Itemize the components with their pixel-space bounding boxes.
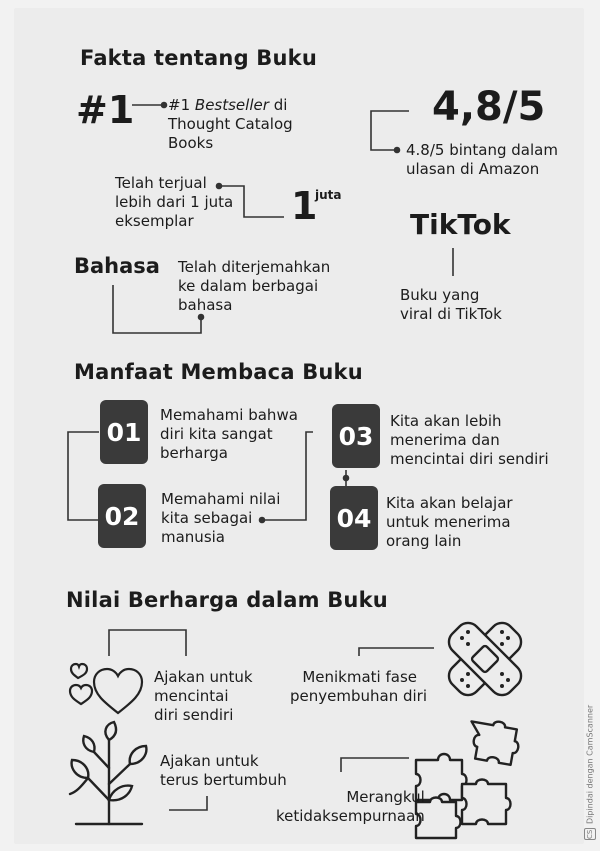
rank-description bbox=[168, 96, 293, 153]
language-desc-line3: bahasa bbox=[178, 296, 233, 314]
value-embrace-line1: Merangkul bbox=[346, 788, 425, 806]
value-love-line1: Ajakan untuk bbox=[154, 668, 253, 686]
benefit-text-02 bbox=[161, 490, 280, 547]
benefit-number-04: 04 bbox=[330, 486, 378, 550]
benefit-01-line3: berharga bbox=[160, 444, 228, 462]
benefit-04-line1: Kita akan belajar bbox=[386, 494, 513, 512]
tiktok-desc-line2: viral di TikTok bbox=[400, 305, 502, 323]
sold-desc-line1: Telah terjual bbox=[115, 174, 207, 192]
value-embrace-line2: ketidaksempurnaan bbox=[276, 807, 425, 825]
camscanner-watermark bbox=[582, 600, 598, 840]
puzzle-icon bbox=[410, 720, 530, 840]
infographic-page bbox=[14, 8, 584, 844]
plant-icon bbox=[66, 720, 152, 830]
tiktok-desc-line1: Buku yang bbox=[400, 286, 480, 304]
camscanner-label: Dipindai dengan CamScanner bbox=[585, 704, 595, 824]
value-love-line3: diri sendiri bbox=[154, 706, 234, 724]
language-label: Bahasa bbox=[74, 254, 160, 278]
rating-description bbox=[406, 141, 558, 179]
rank-number: #1 bbox=[76, 88, 135, 132]
rank-desc-di: di bbox=[273, 96, 288, 114]
values-title: Nilai Berharga dalam Buku bbox=[66, 588, 388, 612]
heart-icon bbox=[64, 658, 148, 718]
camscanner-logo-icon: CS bbox=[586, 829, 594, 839]
benefit-number-02: 02 bbox=[98, 484, 146, 548]
benefit-02-line2: kita sebagai bbox=[161, 509, 253, 527]
value-heal-line2: penyembuhan diri bbox=[290, 687, 427, 705]
facts-title: Fakta tentang Buku bbox=[80, 46, 317, 70]
benefit-text-01 bbox=[160, 406, 298, 463]
benefit-number-01: 01 bbox=[100, 400, 148, 464]
benefit-03-line1: Kita akan lebih bbox=[390, 412, 502, 430]
benefit-text-04 bbox=[386, 494, 513, 551]
value-love-line2: mencintai bbox=[154, 687, 229, 705]
rank-desc-line2: Thought Catalog bbox=[168, 115, 293, 133]
rank-desc-bestseller: Bestseller bbox=[194, 96, 269, 114]
benefit-03-line2: menerima dan bbox=[390, 431, 500, 449]
language-desc-line1: Telah diterjemahkan bbox=[178, 258, 331, 276]
value-love-text bbox=[154, 668, 253, 725]
language-desc-line2: ke dalam berbagai bbox=[178, 277, 319, 295]
value-grow-text bbox=[160, 752, 287, 790]
sold-unit: juta bbox=[315, 188, 342, 202]
tiktok-label: TikTok bbox=[410, 208, 511, 241]
benefit-01-line1: Memahami bahwa bbox=[160, 406, 298, 424]
value-grow-line1: Ajakan untuk bbox=[160, 752, 259, 770]
benefit-text-03 bbox=[390, 412, 549, 469]
rating-number: 4,8/5 bbox=[432, 84, 546, 130]
value-heal-line1: Menikmati fase bbox=[302, 668, 417, 686]
rating-desc-line1: 4.8/5 bintang dalam bbox=[406, 141, 558, 159]
benefit-04-line2: untuk menerima bbox=[386, 513, 511, 531]
benefits-title: Manfaat Membaca Buku bbox=[74, 360, 363, 384]
rating-desc-line2: ulasan di Amazon bbox=[406, 160, 540, 178]
value-grow-line2: terus bertumbuh bbox=[160, 771, 287, 789]
rank-desc-prefix: #1 bbox=[168, 96, 191, 114]
sold-number: 1 bbox=[291, 184, 318, 228]
value-heal-text bbox=[290, 668, 427, 706]
value-embrace-text bbox=[276, 788, 425, 826]
benefit-02-line3: manusia bbox=[161, 528, 225, 546]
benefit-02-line1: Memahami nilai bbox=[161, 490, 281, 508]
sold-desc-line3: eksemplar bbox=[115, 212, 194, 230]
bandage-icon bbox=[442, 616, 528, 702]
language-description bbox=[178, 258, 330, 315]
rank-desc-line3: Books bbox=[168, 134, 214, 152]
sold-desc-line2: lebih dari 1 juta bbox=[115, 193, 234, 211]
tiktok-description bbox=[400, 286, 502, 324]
benefit-number-03: 03 bbox=[332, 404, 380, 468]
sold-description bbox=[115, 174, 233, 231]
benefit-03-line3: mencintai diri sendiri bbox=[390, 450, 549, 468]
benefit-04-line3: orang lain bbox=[386, 532, 462, 550]
benefit-01-line2: diri kita sangat bbox=[160, 425, 273, 443]
